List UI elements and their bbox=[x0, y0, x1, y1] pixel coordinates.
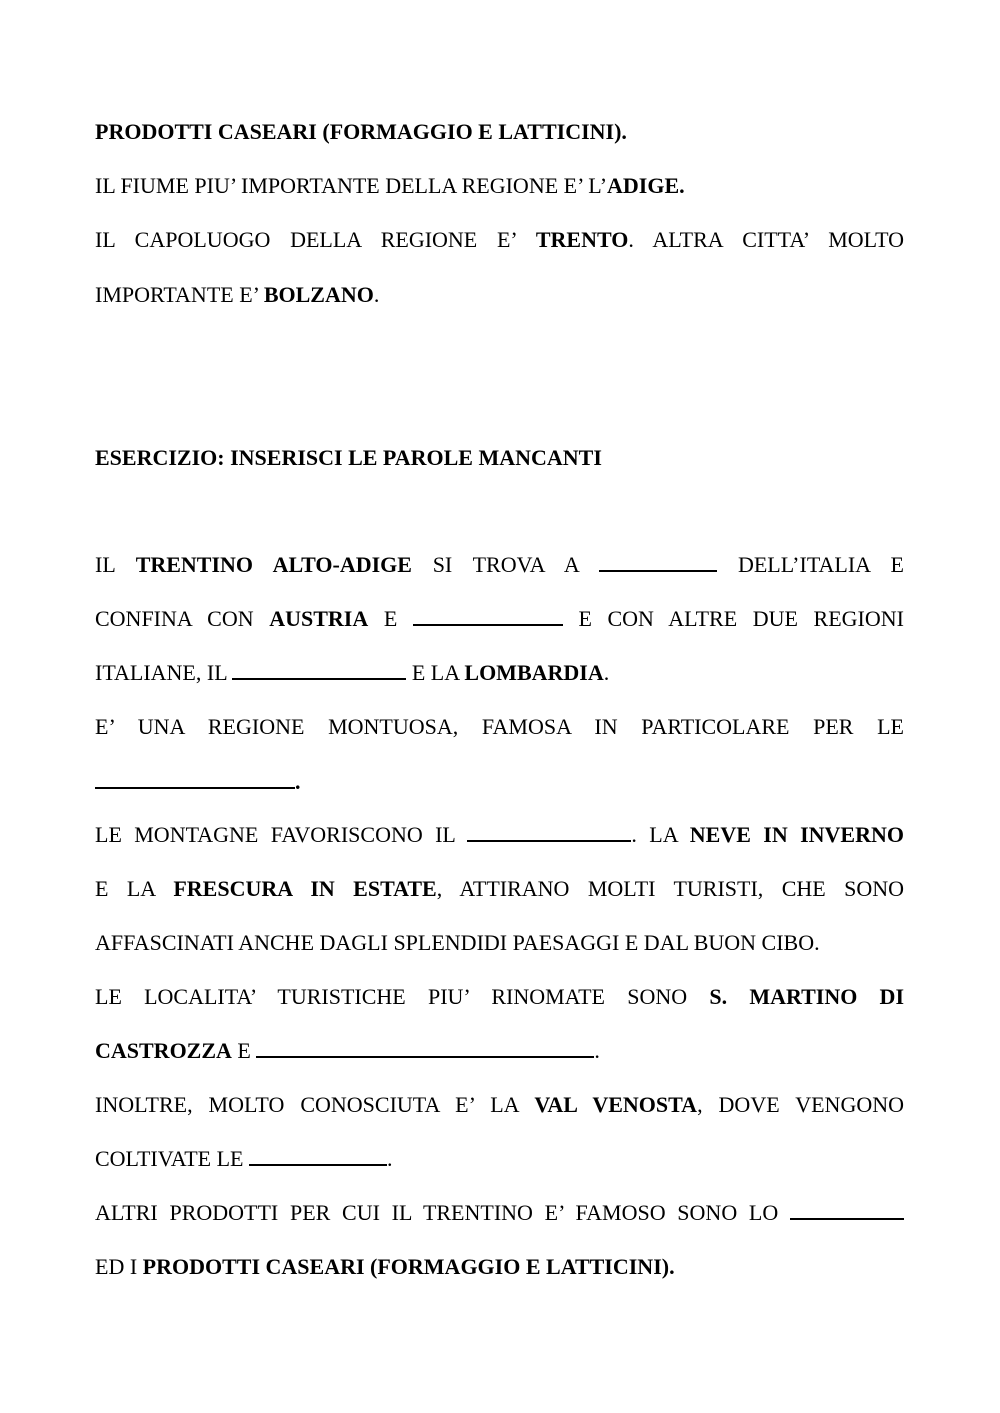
exercise-line-4 bbox=[95, 713, 904, 741]
bold-term-val-venosta: VAL VENOSTA bbox=[534, 1092, 698, 1117]
bold-term-san-martino: S. MARTINO DI bbox=[709, 984, 905, 1009]
text-segment: ITALIANE, IL bbox=[95, 660, 233, 685]
text-segment: . bbox=[373, 282, 380, 307]
text-segment: COLTIVATE LE bbox=[95, 1146, 249, 1171]
text-segment: E’ UNA REGIONE MONTUOSA, FAMOSA IN PARTICOLARE PER LE bbox=[95, 714, 904, 739]
bold-term-snow: NEVE IN INVERNO bbox=[689, 822, 904, 847]
exercise-line-11 bbox=[95, 1091, 904, 1119]
bold-term-austria: AUSTRIA bbox=[269, 606, 369, 631]
exercise-line-2 bbox=[95, 605, 904, 633]
exercise-title bbox=[95, 444, 904, 472]
blank-input-crop[interactable] bbox=[249, 1146, 387, 1166]
text-segment: . ALTRA CITTA’ MOLTO bbox=[628, 227, 904, 252]
blank-input-locality[interactable] bbox=[256, 1038, 594, 1058]
blank-input-position[interactable] bbox=[599, 552, 717, 572]
exercise-line-6 bbox=[95, 821, 904, 849]
text-segment: INOLTRE, MOLTO CONOSCIUTA E’ LA bbox=[95, 1092, 535, 1117]
text-segment: E CON ALTRE DUE REGIONI bbox=[562, 606, 904, 631]
intro-line-2 bbox=[95, 172, 904, 200]
text-segment: LE LOCALITA’ TURISTICHE PIU’ RINOMATE SONO bbox=[95, 984, 710, 1009]
exercise-title-text: ESERCIZIO: INSERISCI LE PAROLE MANCANTI bbox=[95, 445, 602, 470]
bold-term-trentino: TRENTINO ALTO-ADIGE bbox=[135, 552, 412, 577]
text-segment: IL CAPOLUOGO DELLA REGIONE E’ bbox=[95, 227, 536, 252]
text-segment: IL bbox=[95, 552, 136, 577]
bold-term-castrozza: CASTROZZA bbox=[95, 1038, 232, 1063]
text-segment: , ATTIRANO MOLTI TURISTI, CHE SONO bbox=[436, 876, 904, 901]
bold-term-dairy-detail: (FORMAGGIO E LATTICINI). bbox=[364, 1254, 675, 1279]
bold-term-lombardia: LOMBARDIA bbox=[464, 660, 604, 685]
text-segment: CONFINA CON bbox=[95, 606, 270, 631]
exercise-line-10 bbox=[95, 1037, 904, 1065]
dairy-products-heading: PRODOTTI CASEARI (FORMAGGIO E LATTICINI). bbox=[95, 119, 627, 144]
blank-input-country[interactable] bbox=[413, 606, 563, 626]
intro-line-3 bbox=[95, 226, 904, 254]
exercise-line-14 bbox=[95, 1253, 904, 1281]
exercise-line-9 bbox=[95, 983, 904, 1011]
blank-input-product[interactable] bbox=[790, 1200, 904, 1220]
text-segment: . LA bbox=[631, 822, 690, 847]
blank-input-tourism[interactable] bbox=[467, 822, 631, 842]
exercise-line-7 bbox=[95, 875, 904, 903]
text-segment: ED I bbox=[95, 1254, 143, 1279]
text-segment: , DOVE VENGONO bbox=[697, 1092, 904, 1117]
bold-term-dairy: PRODOTTI CASEARI bbox=[142, 1254, 365, 1279]
bold-term-trento: TRENTO bbox=[535, 227, 629, 252]
text-segment: DELL’ITALIA E bbox=[717, 552, 904, 577]
text-segment: . bbox=[594, 1038, 600, 1063]
text-segment: IL FIUME PIU’ IMPORTANTE DELLA REGIONE E’ L’ bbox=[95, 173, 608, 198]
exercise-line-12 bbox=[95, 1145, 904, 1173]
exercise-line-8 bbox=[95, 929, 904, 957]
text-segment: LE MONTAGNE FAVORISCONO IL bbox=[95, 822, 468, 847]
exercise-line-5 bbox=[95, 768, 904, 796]
intro-line-4 bbox=[95, 281, 904, 309]
text-segment: . bbox=[387, 1146, 393, 1171]
text-segment: AFFASCINATI ANCHE DAGLI SPLENDIDI PAESAGGI E DAL BUON CIBO. bbox=[95, 930, 820, 955]
text-segment: ALTRI PRODOTTI PER CUI IL TRENTINO E’ FAMOSO SONO LO bbox=[95, 1200, 790, 1225]
blank-input-mountains[interactable] bbox=[95, 769, 295, 789]
text-segment: SI TROVA A bbox=[411, 552, 600, 577]
bold-term-frescura: FRESCURA IN ESTATE bbox=[173, 876, 437, 901]
bold-term-adige: ADIGE. bbox=[607, 173, 685, 198]
exercise-line-1 bbox=[95, 551, 904, 579]
exercise-line-13 bbox=[95, 1199, 904, 1227]
text-segment: E bbox=[231, 1038, 257, 1063]
blank-input-region[interactable] bbox=[232, 660, 406, 680]
text-segment: IMPORTANTE E’ bbox=[95, 282, 264, 307]
bold-term-bolzano: BOLZANO bbox=[263, 282, 374, 307]
text-segment: E LA bbox=[406, 660, 465, 685]
text-segment: E bbox=[368, 606, 413, 631]
intro-line-1 bbox=[95, 118, 904, 146]
text-segment: . bbox=[295, 769, 301, 794]
text-segment: E LA bbox=[95, 876, 174, 901]
text-segment: . bbox=[603, 660, 610, 685]
exercise-line-3 bbox=[95, 659, 904, 687]
